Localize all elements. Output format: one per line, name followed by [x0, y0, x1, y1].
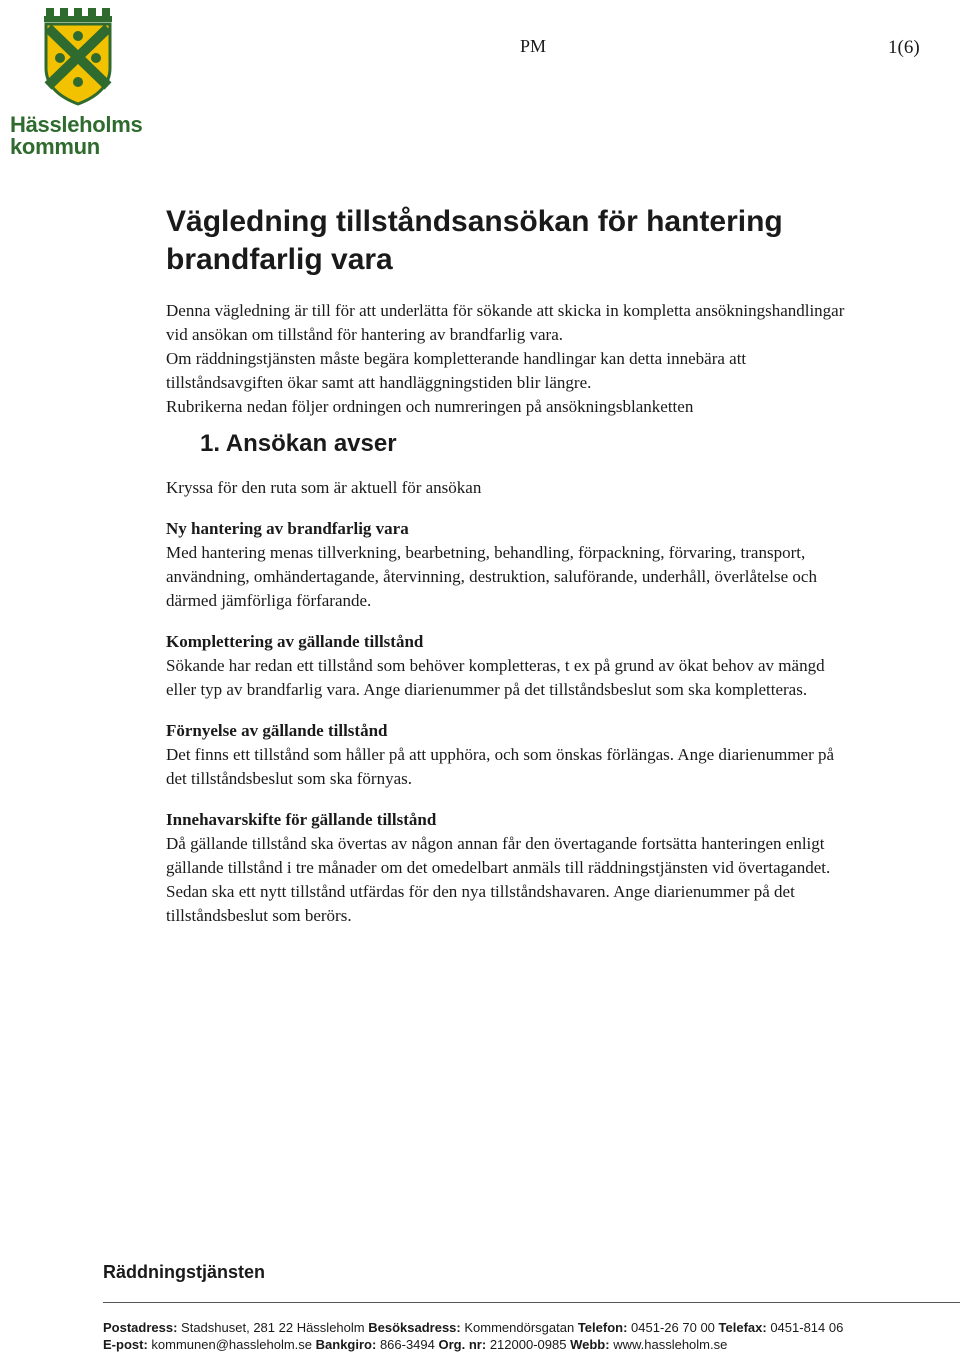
footer-contact: [103, 1319, 843, 1353]
footer-label: Webb:: [570, 1337, 610, 1352]
postal-address: Stadshuset, 281 22 Hässleholm: [181, 1320, 365, 1335]
document-body: [166, 203, 856, 928]
intro-paragraph: Denna vägledning är till för att underlätta för sökande att skicka in kompletta ansökningshandlingar vid ansökan om tillstånd för hantering av brandfarlig vara.: [166, 301, 845, 344]
footer-line-2: [103, 1336, 843, 1353]
page-title: Vägledning tillståndsansökan för hantering brandfarlig vara: [166, 205, 783, 276]
footer-label: Bankgiro:: [315, 1337, 377, 1352]
page-number: 1(6): [888, 37, 920, 58]
section-subheading: Ny hantering av brandfarlig vara: [166, 519, 409, 538]
instruction-text: Kryssa för den ruta som är aktuell för ansökan: [166, 478, 482, 497]
intro: [166, 299, 856, 419]
coat-of-arms-icon: [42, 6, 122, 108]
footer-label: Org. nr:: [438, 1337, 487, 1352]
website-link[interactable]: www.hassleholm.se: [613, 1337, 728, 1352]
section-text: Sökande har redan ett tillstånd som behöver kompletteras, t ex på grund av ökat behov av mängd eller typ av brandfarlig vara. Ange diarienummer på det tillståndsbeslut som ska kompletteras.: [166, 656, 825, 699]
footer-label: Besöksadress:: [368, 1320, 461, 1335]
email-link[interactable]: kommunen@hassleholm.se: [151, 1337, 313, 1352]
logo-name: Hässleholms: [10, 112, 143, 137]
footer-label: Telefax:: [718, 1320, 767, 1335]
section-new-handling: [166, 517, 856, 613]
section-renewal: [166, 719, 856, 791]
section-change-of-holder: [166, 808, 856, 928]
section-supplement: [166, 630, 856, 702]
intro-paragraph: Om räddningstjänsten måste begära kompletterande handlingar kan detta innebära att tillståndsavgiften ökar samt att handläggningstiden blir längre.: [166, 349, 747, 392]
footer-label: Telefon:: [577, 1320, 628, 1335]
department-name: Räddningstjänsten: [103, 1262, 266, 1282]
section-heading: 1. Ansökan avser: [200, 430, 397, 457]
phone-number: 0451-26 70 00: [631, 1320, 715, 1335]
footer-label: E-post:: [103, 1337, 148, 1352]
footer-divider: [103, 1302, 960, 1303]
footer-line-1: [103, 1319, 843, 1336]
section-subheading: Förnyelse av gällande tillstånd: [166, 721, 388, 740]
hassleholm-logo: [4, 6, 154, 158]
section-text: Med hantering menas tillverkning, bearbetning, behandling, förpackning, förvaring, transport, användning, omhändertagande, återvinning, destruktion, saluförande, underhåll, överlåtelse och därmed jämförliga förfarande.: [166, 543, 817, 610]
logo-name-second: kommun: [10, 134, 100, 159]
visit-address: Kommendörsgatan: [464, 1320, 575, 1335]
bankgiro-number: 866-3494: [379, 1337, 435, 1352]
document-type: PM: [520, 36, 547, 56]
footer-label: Postadress:: [103, 1320, 178, 1335]
section-subheading: Komplettering av gällande tillstånd: [166, 632, 424, 651]
fax-number: 0451-814 06: [770, 1320, 844, 1335]
section-text: Det finns ett tillstånd som håller på att upphöra, och som önskas förlängas. Ange diarienummer på det tillståndsbeslut som ska förnyas.: [166, 745, 835, 788]
org-number: 212000-0985: [489, 1337, 567, 1352]
logo-wordmark: [10, 114, 142, 158]
section-text: Då gällande tillstånd ska övertas av någon annan får den övertagande fortsätta hanteringen enligt gällande tillstånd i tre månader om det omedelbart anmäls till räddningstjänsten vid övertagandet. Sedan ska ett nytt tillstånd utfärdas för den nya tillståndshavaren. Ange diarienummer på det tillståndsbeslut som berörs.: [166, 834, 831, 925]
section-subheading: Innehavarskifte för gällande tillstånd: [166, 810, 437, 829]
intro-paragraph: Rubrikerna nedan följer ordningen och numreringen på ansökningsblanketten: [166, 397, 694, 416]
